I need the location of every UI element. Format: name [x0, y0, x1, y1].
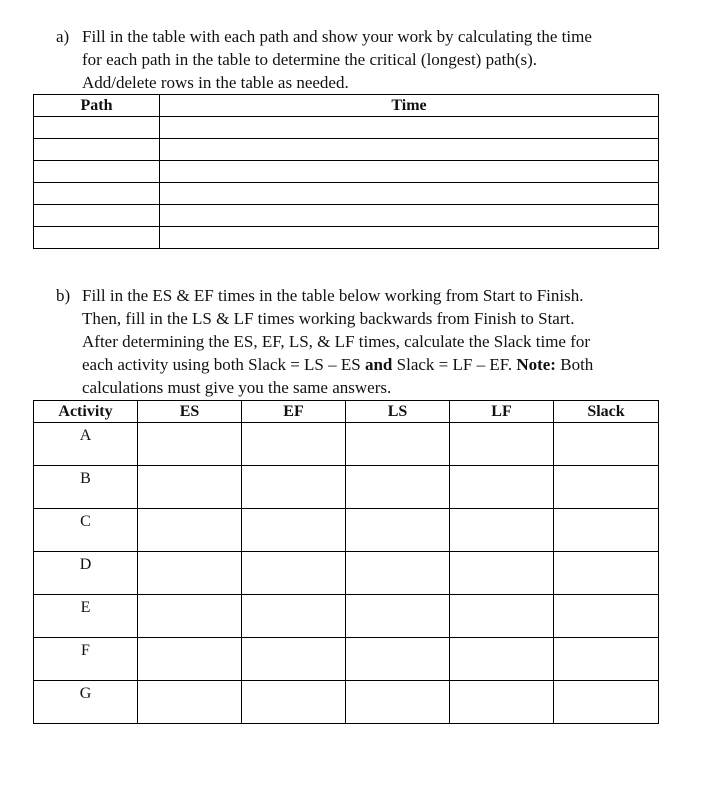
question-b-line-4 [82, 353, 662, 376]
activity-label: C [34, 509, 138, 552]
lf-cell[interactable] [450, 681, 554, 724]
ef-header: EF [242, 401, 346, 423]
ls-cell[interactable] [346, 423, 450, 466]
ef-cell[interactable] [242, 595, 346, 638]
es-header: ES [138, 401, 242, 423]
path-cell[interactable] [34, 161, 160, 183]
time-header: Time [160, 95, 659, 117]
path-cell[interactable] [34, 139, 160, 161]
es-cell[interactable] [138, 638, 242, 681]
path-table-row [34, 161, 659, 183]
question-b-line-1: Fill in the ES & EF times in the table below working from Start to Finish. [82, 286, 584, 305]
es-cell[interactable] [138, 595, 242, 638]
ef-cell[interactable] [242, 423, 346, 466]
slack-cell[interactable] [554, 552, 659, 595]
and-emphasis: and [364, 355, 393, 374]
question-a-text [82, 25, 662, 94]
path-table-row [34, 227, 659, 249]
lf-cell[interactable] [450, 466, 554, 509]
activity-header: Activity [34, 401, 138, 423]
ef-cell[interactable] [242, 681, 346, 724]
activity-row-f [34, 638, 659, 681]
ef-cell[interactable] [242, 552, 346, 595]
ef-cell[interactable] [242, 466, 346, 509]
es-cell[interactable] [138, 509, 242, 552]
path-table-row [34, 183, 659, 205]
ls-cell[interactable] [346, 681, 450, 724]
question-b-text [82, 284, 662, 399]
ls-cell[interactable] [346, 552, 450, 595]
activity-label: F [34, 638, 138, 681]
note-label: Note: [516, 355, 556, 374]
question-b-line-2: Then, fill in the LS & LF times working backwards from Finish to Start. [82, 309, 575, 328]
slack-formula-2: Slack = LF – EF. [392, 355, 517, 374]
path-table-header-row [34, 95, 659, 117]
slack-header: Slack [554, 401, 659, 423]
es-cell[interactable] [138, 681, 242, 724]
es-cell[interactable] [138, 466, 242, 509]
path-table-row [34, 205, 659, 227]
slack-cell[interactable] [554, 681, 659, 724]
slack-cell[interactable] [554, 595, 659, 638]
ls-header: LS [346, 401, 450, 423]
ls-cell[interactable] [346, 509, 450, 552]
question-b-letter: b) [56, 286, 71, 305]
path-time-table [33, 94, 659, 249]
path-cell[interactable] [34, 205, 160, 227]
question-b-line-3: After determining the ES, EF, LS, & LF times, calculate the Slack time for [82, 332, 591, 351]
ls-cell[interactable] [346, 466, 450, 509]
activity-row-a [34, 423, 659, 466]
activity-row-d [34, 552, 659, 595]
lf-cell[interactable] [450, 423, 554, 466]
es-cell[interactable] [138, 423, 242, 466]
lf-cell[interactable] [450, 638, 554, 681]
time-cell[interactable] [160, 227, 659, 249]
ls-cell[interactable] [346, 638, 450, 681]
es-cell[interactable] [138, 552, 242, 595]
ef-cell[interactable] [242, 509, 346, 552]
lf-cell[interactable] [450, 595, 554, 638]
path-header: Path [34, 95, 160, 117]
slack-cell[interactable] [554, 466, 659, 509]
path-table-row [34, 117, 659, 139]
question-a-letter: a) [56, 27, 70, 46]
path-cell[interactable] [34, 183, 160, 205]
activity-row-e [34, 595, 659, 638]
ef-cell[interactable] [242, 638, 346, 681]
time-cell[interactable] [160, 205, 659, 227]
question-a-line-1: Fill in the table with each path and show your work by calculating the time [82, 27, 592, 46]
question-b-line-5: calculations must give you the same answers. [82, 378, 392, 397]
slack-cell[interactable] [554, 638, 659, 681]
lf-cell[interactable] [450, 552, 554, 595]
time-cell[interactable] [160, 183, 659, 205]
slack-cell[interactable] [554, 509, 659, 552]
activity-table-header-row [34, 401, 659, 423]
path-cell[interactable] [34, 227, 160, 249]
activity-label: D [34, 552, 138, 595]
path-table-row [34, 139, 659, 161]
note-text-start: Both [555, 355, 594, 374]
lf-header: LF [450, 401, 554, 423]
time-cell[interactable] [160, 161, 659, 183]
question-a [56, 25, 656, 95]
activity-label: G [34, 681, 138, 724]
activity-label: B [34, 466, 138, 509]
activity-label: A [34, 423, 138, 466]
path-cell[interactable] [34, 117, 160, 139]
time-cell[interactable] [160, 117, 659, 139]
activity-times-table [33, 400, 659, 724]
activity-label: E [34, 595, 138, 638]
time-cell[interactable] [160, 139, 659, 161]
question-a-line-2: for each path in the table to determine the critical (longest) path(s). [82, 50, 538, 69]
activity-row-g [34, 681, 659, 724]
question-a-line-3: Add/delete rows in the table as needed. [82, 73, 349, 92]
question-b [56, 284, 656, 399]
activity-row-b [34, 466, 659, 509]
activity-row-c [34, 509, 659, 552]
slack-formula-1: each activity using both Slack = LS – ES [82, 355, 365, 374]
lf-cell[interactable] [450, 509, 554, 552]
slack-cell[interactable] [554, 423, 659, 466]
ls-cell[interactable] [346, 595, 450, 638]
